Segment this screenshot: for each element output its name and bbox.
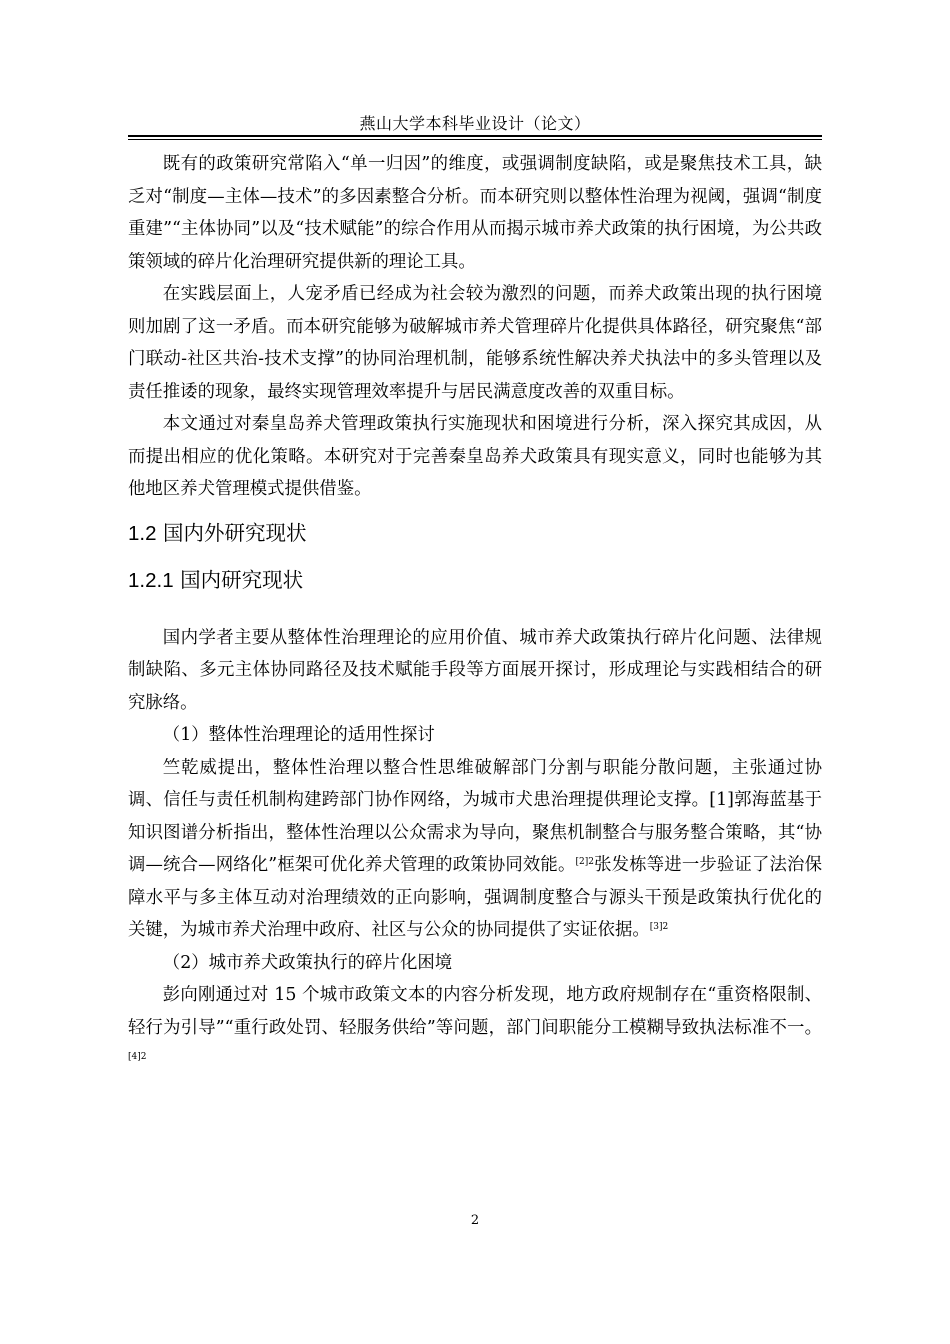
citation-marker: [4]2 — [128, 1052, 147, 1062]
section-title: 国内研究现状 — [180, 567, 304, 592]
subsection-title-fragmentation: （2）城市养犬政策执行的碎片化困境 — [162, 952, 453, 973]
subsection-title-holistic-governance: （1）整体性治理理论的适用性探讨 — [162, 725, 435, 745]
citation-marker: [3]2 — [649, 922, 669, 932]
paragraph-domestic-intro: 国内学者主要从整体性治理理论的应用价值、城市养犬政策执行碎片化问题、法律规制缺陷、多元主体协同路径及技术赋能手段等方面展开探讨，形成理论与实践相结合的研究脉络。 — [128, 627, 822, 713]
header-rule-thick — [128, 135, 822, 137]
citation-marker: [2]2 — [575, 857, 594, 867]
section-title: 国内外研究现状 — [163, 520, 307, 545]
paragraph-text: 张发栋等进一步验证了法治保障水平与多主体互动对治理绩效的正向影响，强调制度整合与源头干预是政策执行优化的关键，为城市养犬治理中政府、社区与公众的协同提供了实证依据。 — [128, 855, 822, 940]
section-heading-1-2-1 — [128, 568, 822, 593]
paragraph-text: 竺乾威提出，整体性治理以整合性思维破解部门分割与职能分散问题，主张通过协调、信任与责任机制构建跨部门协作网络，为城市犬患治理提供理论支撑。[1]郭海蓝基于知识图谱分析指出，整体性治理以公众需求为导向，聚焦机制整合与服务整合策略，其“协调—统合—网络化”框架可优化养犬管理的政策协同效能。 — [128, 757, 822, 875]
paragraph-research-purpose: 本文通过对秦皇岛养犬管理政策执行实施现状和困境进行分析，深入探究其成因，从而提出相应的优化策略。本研究对于完善秦皇岛养犬政策具有现实意义，同时也能够为其他地区养犬管理模式提供借鉴。 — [128, 414, 822, 499]
section-number: 1.2.1 — [128, 568, 174, 592]
running-header: 燕山大学本科毕业设计（论文） — [359, 114, 591, 133]
header-rule-thin — [128, 139, 822, 140]
page-number: 2 — [470, 1213, 480, 1228]
paragraph-practical-significance: 在实践层面上，人宠矛盾已经成为社会较为激烈的问题，而养犬政策出现的执行困境则加剧了这一矛盾。而本研究能够为破解城市养犬管理碎片化提供具体路径，研究聚焦“部门联动-社区共治-技术支撑”的协同治理机制，能够系统性解决养犬执法中的多头管理以及责任推诿的现象，最终实现管理效率提升与居民满意度改善的双重目标。 — [128, 284, 822, 402]
paragraph-fragmentation — [128, 979, 822, 1077]
paragraph-text: 彭向刚通过对 15 个城市政策文本的内容分析发现，地方政府规制存在“重资格限制、轻行为引导”“重行政处罚、轻服务供给”等问题，部门间职能分工模糊导致执法标准不一。 — [128, 985, 822, 1038]
paragraph-holistic-governance — [128, 752, 822, 947]
section-number: 1.2 — [128, 521, 157, 545]
paragraph-theoretical-significance: 既有的政策研究常陷入“单一归因”的维度，或强调制度缺陷，或是聚焦技术工具，缺乏对“制度—主体—技术”的多因素整合分析。而本研究则以整体性治理为视阈，强调“制度重建”“主体协同”以及“技术赋能”的综合作用从而揭示城市养犬政策的执行困境，为公共政策领域的碎片化治理研究提供新的理论工具。 — [128, 154, 822, 272]
section-heading-1-2 — [128, 521, 822, 546]
page-body — [128, 148, 822, 1077]
